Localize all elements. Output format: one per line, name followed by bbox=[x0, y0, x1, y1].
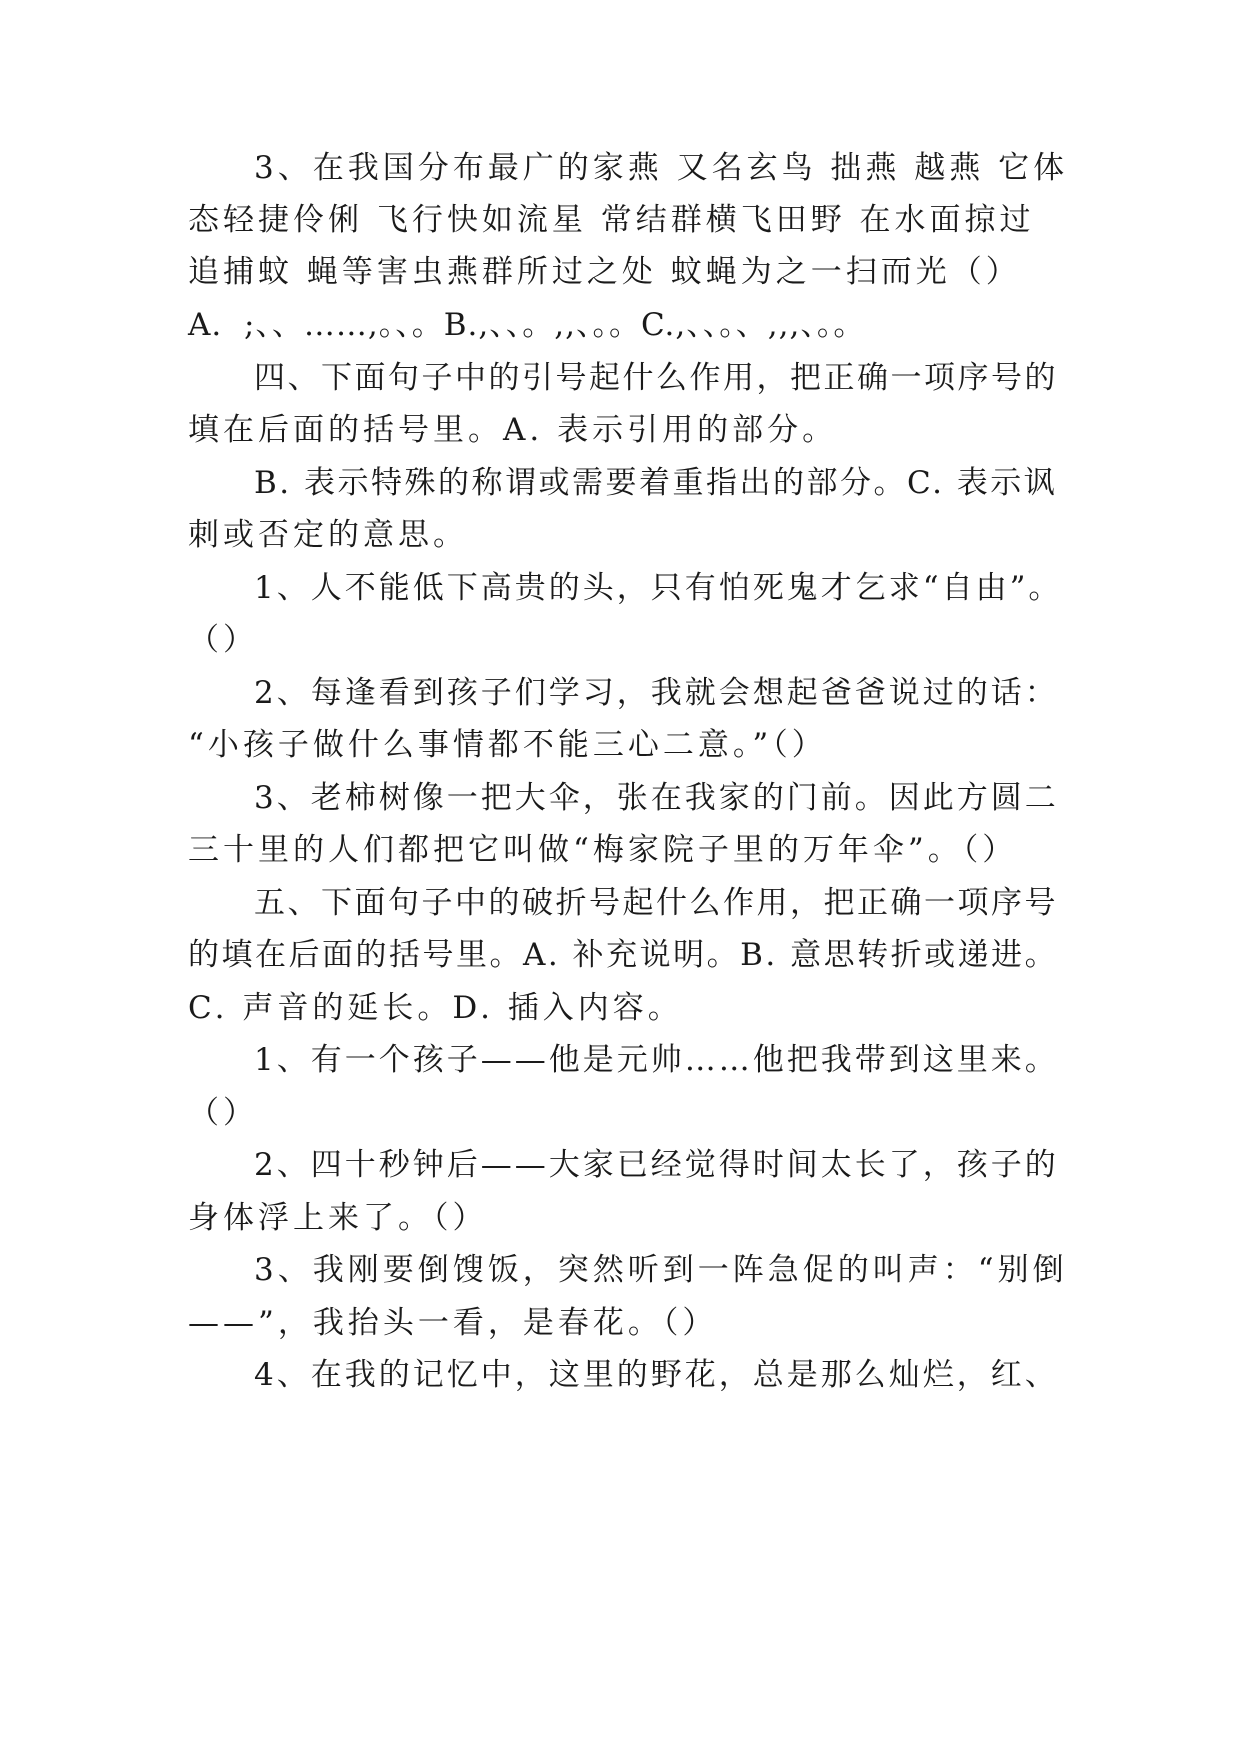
text-line: 四、下面句子中的引号起什么作用，把正确一项序号的 bbox=[254, 360, 1058, 396]
text-line: （） bbox=[188, 622, 258, 658]
text-line: 2、四十秒钟后——大家已经觉得时间太长了，孩子的 bbox=[254, 1147, 1059, 1183]
text-line: 刺或否定的意思。 bbox=[188, 517, 468, 553]
text-line: 五、下面句子中的破折号起什么作用，把正确一项序号 bbox=[254, 885, 1058, 921]
text-line: “小孩子做什么事情都不能三心二意。”（） bbox=[188, 727, 827, 763]
text-line: 4、在我的记忆中，这里的野花，总是那么灿烂，红、 bbox=[254, 1357, 1059, 1393]
text-line: 3、我刚要倒馊饭，突然听到一阵急促的叫声：“别倒 bbox=[254, 1252, 1068, 1288]
text-line: 追捕蚊 蝇等害虫燕群所过之处 蚊蝇为之一扫而光（） bbox=[188, 254, 1021, 290]
text-line: 身体浮上来了。（） bbox=[188, 1200, 488, 1236]
text-line: （） bbox=[188, 1095, 258, 1131]
text-line: 3、老柿树像一把大伞，张在我家的门前。因此方圆二 bbox=[254, 780, 1059, 816]
text-line: 填在后面的括号里。A. 表示引用的部分。 bbox=[188, 412, 838, 448]
text-line: 3、在我国分布最广的家燕 又名玄鸟 拙燕 越燕 它体 bbox=[254, 150, 1069, 186]
text-line: 1、有一个孩子——他是元帅……他把我带到这里来。 bbox=[254, 1042, 1059, 1078]
text-line: B. 表示特殊的称谓或需要着重指出的部分。C. 表示讽 bbox=[254, 465, 1058, 501]
text-line: 1、人不能低下高贵的头，只有怕死鬼才乞求“自由”。 bbox=[254, 570, 1063, 606]
text-line: C. 声音的延长。D. 插入内容。 bbox=[188, 990, 683, 1026]
text-line: 态轻捷伶俐 飞行快如流星 常结群横飞田野 在水面掠过 bbox=[188, 202, 1035, 238]
text-line: 三十里的人们都把它叫做“梅家院子里的万年伞”。（） bbox=[188, 832, 1018, 868]
text-line: 的填在后面的括号里。A. 补充说明。B. 意思转折或递进。 bbox=[188, 937, 1059, 973]
text-line: A. ;、、……,。、。B.,、、。,,、。。C.,、、。、,,,、。。 bbox=[188, 307, 866, 343]
text-line: 2、每逢看到孩子们学习，我就会想起爸爸说过的话： bbox=[254, 675, 1059, 711]
text-line: ——”，我抬头一看，是春花。（） bbox=[188, 1305, 718, 1341]
